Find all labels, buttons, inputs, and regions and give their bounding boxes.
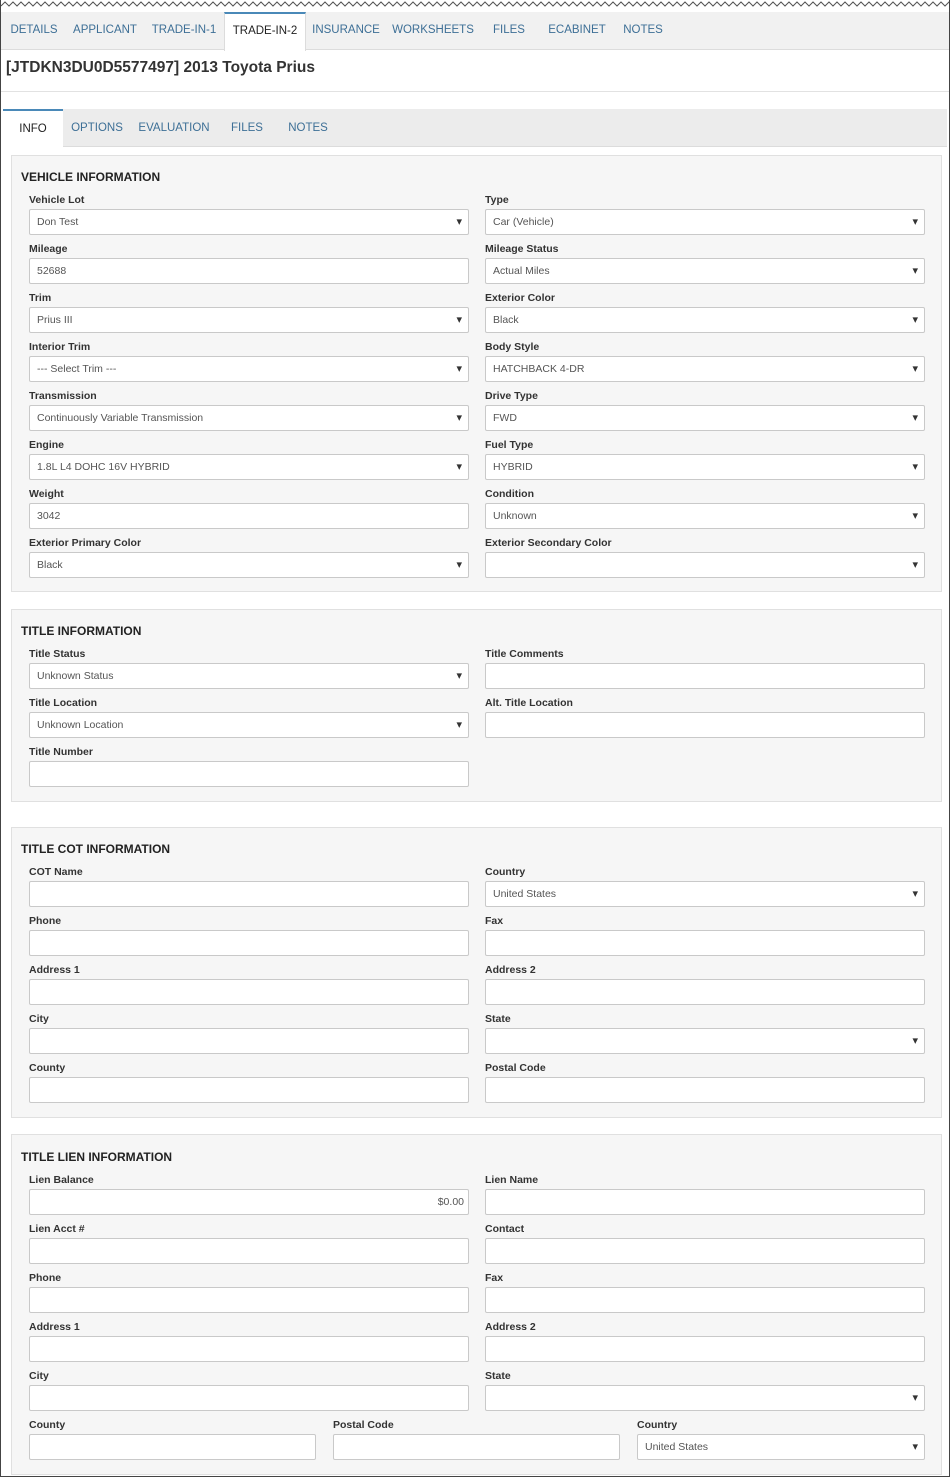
title-location-select[interactable]: Unknown Location ▾ bbox=[29, 712, 469, 738]
title-lien-information-panel bbox=[11, 1134, 942, 1475]
field-label: Mileage bbox=[29, 243, 68, 255]
lien-address1-input[interactable] bbox=[29, 1336, 469, 1362]
tab-applicant[interactable]: APPLICANT bbox=[73, 24, 137, 36]
field-label: Title Location bbox=[29, 697, 98, 709]
alt-title-location-input[interactable] bbox=[485, 712, 925, 738]
subtab-info[interactable]: INFO bbox=[3, 109, 63, 148]
top-tab-bar bbox=[1, 12, 949, 50]
cot-postal-code-input[interactable] bbox=[485, 1077, 925, 1103]
field-label: Alt. Title Location bbox=[485, 697, 573, 709]
type-select[interactable]: Car (Vehicle) ▾ bbox=[485, 209, 925, 235]
body-style-select[interactable]: HATCHBACK 4-DR ▾ bbox=[485, 356, 925, 382]
field-label: Engine bbox=[29, 439, 65, 451]
cot-phone-input[interactable] bbox=[29, 930, 469, 956]
lien-balance-input[interactable]: $0.00 bbox=[29, 1189, 469, 1215]
field-label: Phone bbox=[29, 1272, 62, 1284]
field-label: Postal Code bbox=[333, 1419, 394, 1431]
lien-postal-code-input[interactable] bbox=[333, 1434, 620, 1460]
field-label: Exterior Secondary Color bbox=[485, 537, 612, 549]
vehicle-lot-select[interactable]: Don Test ▾ bbox=[29, 209, 469, 235]
field-label: Drive Type bbox=[485, 390, 538, 402]
lien-contact-input[interactable] bbox=[485, 1238, 925, 1264]
tab-ecabinet[interactable]: ECABINET bbox=[548, 24, 606, 36]
field-label: COT Name bbox=[29, 866, 83, 878]
tab-insurance[interactable]: INSURANCE bbox=[312, 24, 380, 36]
field-label: Weight bbox=[29, 488, 64, 500]
mileage-input[interactable]: 52688 bbox=[29, 258, 469, 284]
field-label: Title Number bbox=[29, 746, 93, 758]
field-label: Address 2 bbox=[485, 964, 536, 976]
lien-country-select[interactable]: United States ▾ bbox=[637, 1434, 925, 1460]
field-label: Fax bbox=[485, 915, 504, 927]
tab-notes[interactable]: NOTES bbox=[623, 24, 663, 36]
field-label: State bbox=[485, 1370, 511, 1382]
sub-tab-bar bbox=[3, 109, 947, 147]
field-label: Title Comments bbox=[485, 648, 564, 660]
lien-acct-input[interactable] bbox=[29, 1238, 469, 1264]
lien-name-input[interactable] bbox=[485, 1189, 925, 1215]
title-information-panel bbox=[11, 609, 942, 802]
field-label: Contact bbox=[485, 1223, 525, 1235]
tab-worksheets[interactable]: WORKSHEETS bbox=[392, 24, 474, 36]
field-label: City bbox=[29, 1013, 49, 1025]
field-label: Title Status bbox=[29, 648, 86, 660]
field-label: Interior Trim bbox=[29, 341, 91, 353]
cot-country-select[interactable]: United States ▾ bbox=[485, 881, 925, 907]
title-divider bbox=[1, 91, 949, 92]
exterior-primary-color-select[interactable]: Black ▾ bbox=[29, 552, 469, 578]
field-label: City bbox=[29, 1370, 49, 1382]
exterior-color-select[interactable]: Black ▾ bbox=[485, 307, 925, 333]
weight-input[interactable]: 3042 bbox=[29, 503, 469, 529]
field-label: Address 1 bbox=[29, 1321, 80, 1333]
title-number-input[interactable] bbox=[29, 761, 469, 787]
engine-select[interactable]: 1.8L L4 DOHC 16V HYBRID ▾ bbox=[29, 454, 469, 480]
cot-address1-input[interactable] bbox=[29, 979, 469, 1005]
subtab-evaluation[interactable]: EVALUATION bbox=[138, 122, 210, 134]
field-label: County bbox=[29, 1419, 66, 1431]
torn-edge-decoration bbox=[1, 0, 950, 12]
trim-select[interactable]: Prius III ▾ bbox=[29, 307, 469, 333]
cot-county-input[interactable] bbox=[29, 1077, 469, 1103]
cot-fax-input[interactable] bbox=[485, 930, 925, 956]
cot-name-input[interactable] bbox=[29, 881, 469, 907]
field-label: Lien Name bbox=[485, 1174, 539, 1186]
field-label: Postal Code bbox=[485, 1062, 546, 1074]
field-label: Country bbox=[637, 1419, 678, 1431]
section-title: VEHICLE INFORMATION bbox=[21, 170, 161, 184]
subtab-files[interactable]: FILES bbox=[231, 122, 263, 134]
field-label: Country bbox=[485, 866, 526, 878]
field-label: Phone bbox=[29, 915, 62, 927]
vehicle-information-panel bbox=[11, 155, 942, 592]
exterior-secondary-color-select[interactable] bbox=[485, 552, 925, 578]
field-label: Address 1 bbox=[29, 964, 80, 976]
lien-county-input[interactable] bbox=[29, 1434, 316, 1460]
cot-city-input[interactable] bbox=[29, 1028, 469, 1054]
cot-address2-input[interactable] bbox=[485, 979, 925, 1005]
subtab-notes[interactable]: NOTES bbox=[288, 122, 328, 134]
drive-type-select[interactable]: FWD ▾ bbox=[485, 405, 925, 431]
page-title: [JTDKN3DU0D5577497] 2013 Toyota Prius bbox=[6, 59, 315, 76]
field-label: Lien Acct # bbox=[29, 1223, 85, 1235]
condition-select[interactable]: Unknown ▾ bbox=[485, 503, 925, 529]
lien-address2-input[interactable] bbox=[485, 1336, 925, 1362]
section-title: TITLE LIEN INFORMATION bbox=[21, 1150, 173, 1164]
section-title: TITLE INFORMATION bbox=[21, 624, 142, 638]
field-label: Lien Balance bbox=[29, 1174, 94, 1186]
tab-trade-in-2[interactable]: TRADE-IN-2 bbox=[224, 12, 306, 51]
field-label: Condition bbox=[485, 488, 534, 500]
lien-state-select[interactable] bbox=[485, 1385, 925, 1411]
field-label: Exterior Primary Color bbox=[29, 537, 142, 549]
field-label: Type bbox=[485, 194, 509, 206]
cot-state-select[interactable] bbox=[485, 1028, 925, 1054]
field-label: County bbox=[29, 1062, 66, 1074]
field-label: Body Style bbox=[485, 341, 540, 353]
lien-fax-input[interactable] bbox=[485, 1287, 925, 1313]
field-label: Trim bbox=[29, 292, 52, 304]
tab-trade-in-1[interactable]: TRADE-IN-1 bbox=[151, 24, 217, 36]
field-label: Vehicle Lot bbox=[29, 194, 85, 206]
mileage-status-select[interactable]: Actual Miles ▾ bbox=[485, 258, 925, 284]
title-status-select[interactable]: Unknown Status ▾ bbox=[29, 663, 469, 689]
field-label: Address 2 bbox=[485, 1321, 536, 1333]
subtab-options[interactable]: OPTIONS bbox=[71, 122, 123, 134]
field-label: Transmission bbox=[29, 390, 97, 402]
field-label: Exterior Color bbox=[485, 292, 556, 304]
fuel-type-select[interactable]: HYBRID ▾ bbox=[485, 454, 925, 480]
title-cot-information-panel bbox=[11, 827, 942, 1118]
field-label: Mileage Status bbox=[485, 243, 559, 255]
section-title: TITLE COT INFORMATION bbox=[21, 842, 171, 856]
tab-files[interactable]: FILES bbox=[493, 24, 525, 36]
title-comments-input[interactable] bbox=[485, 663, 925, 689]
tab-details[interactable]: DETAILS bbox=[10, 24, 58, 36]
field-label: Fax bbox=[485, 1272, 504, 1284]
lien-city-input[interactable] bbox=[29, 1385, 469, 1411]
lien-phone-input[interactable] bbox=[29, 1287, 469, 1313]
transmission-select[interactable]: Continuously Variable Transmission ▾ bbox=[29, 405, 469, 431]
field-label: State bbox=[485, 1013, 511, 1025]
interior-trim-select[interactable]: --- Select Trim --- ▾ bbox=[29, 356, 469, 382]
field-label: Fuel Type bbox=[485, 439, 534, 451]
